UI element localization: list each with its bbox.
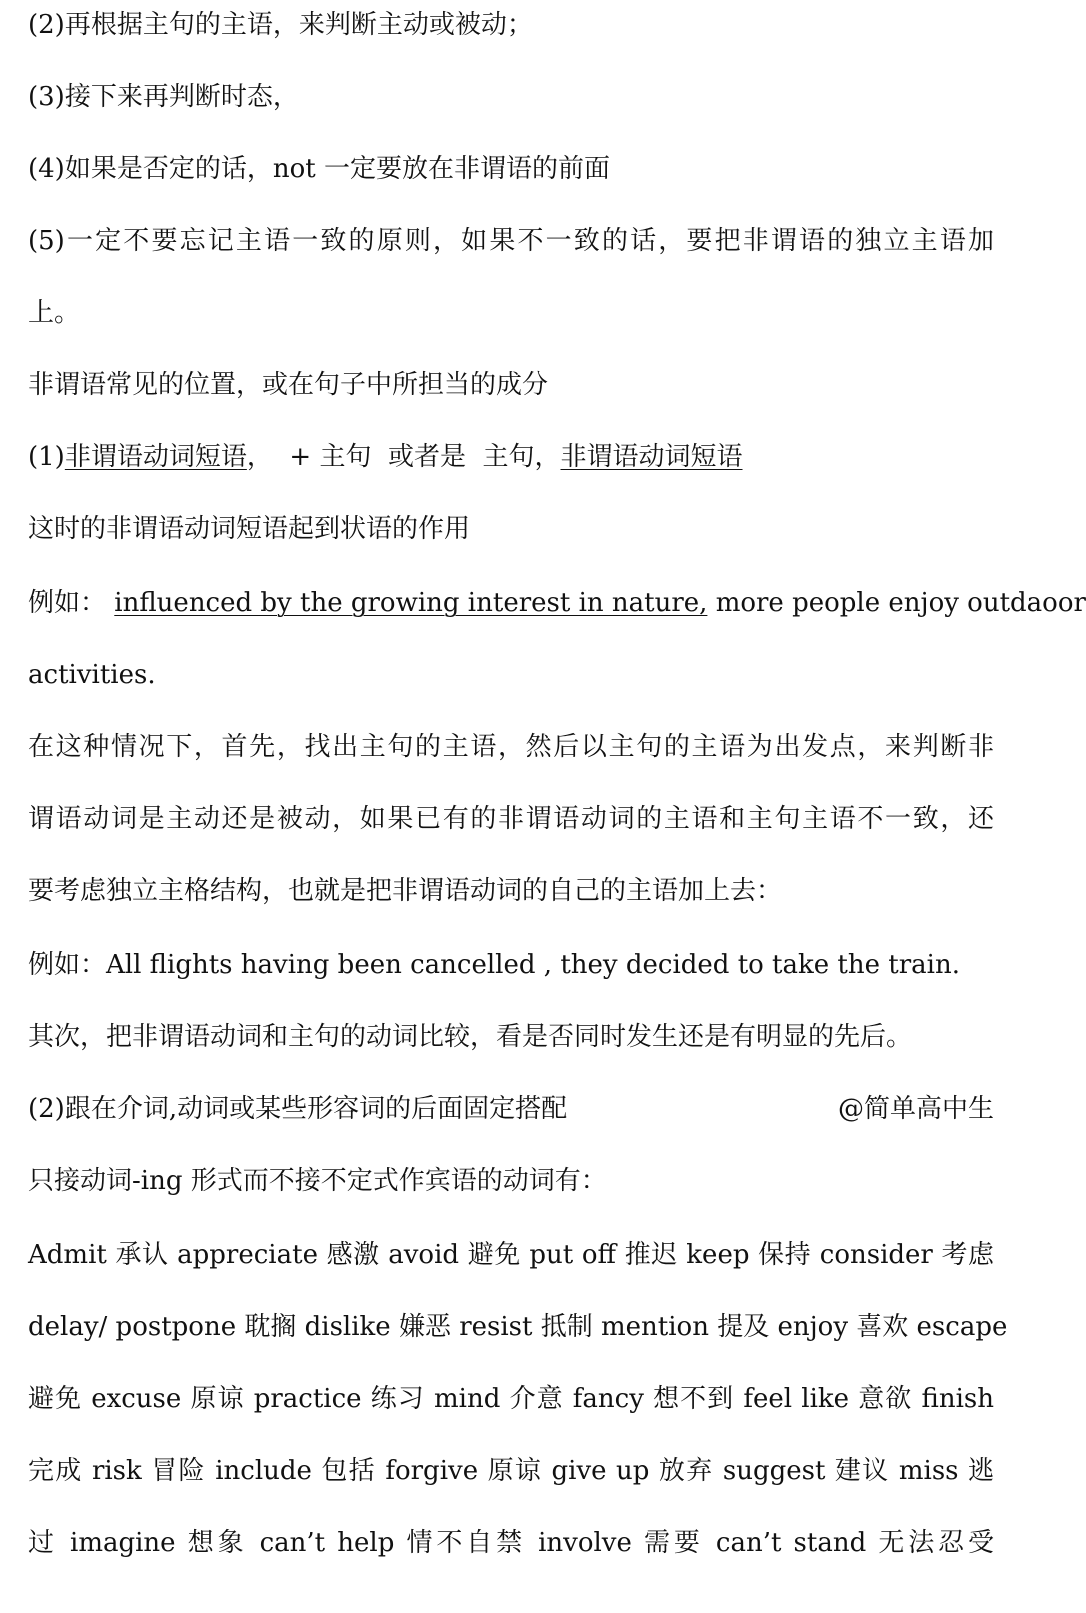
- section-heading-positions: 非谓语常见的位置，或在句子中所担当的成分: [28, 370, 549, 400]
- text-line-16: [28, 1092, 994, 1126]
- text-line-7: [28, 440, 994, 474]
- connector-text: ， + 主句 或者是 主句，: [246, 442, 561, 472]
- text-line-4: (5)一定不要忘记主语一致的原则，如果不一致的话，要把非谓语的独立主语加: [28, 226, 994, 256]
- text-line-15: 其次，把非谓语动词和主句的动词比较，看是否同时发生还是有明显的先后。: [28, 1022, 913, 1052]
- verb-list-line-5: 过 imagine 想象 can’t help 情不自禁 involve 需要 can’t stand 无法忍受: [28, 1528, 994, 1558]
- verb-list-line-3: 避免 excuse 原谅 practice 练习 mind 介意 fancy 想不到 feel like 意欲 finish: [28, 1384, 994, 1414]
- underlined-phrase-2: 非谓语动词短语: [560, 442, 743, 472]
- example-line-2: 例如：All flights having been cancelled , they decided to take the train.: [28, 950, 960, 980]
- verb-list-line-4: 完成 risk 冒险 include 包括 forgive 原谅 give up 放弃 suggest 建议 miss 逃: [28, 1456, 994, 1486]
- text-line-12: 谓语动词是主动还是被动，如果已有的非谓语动词的主语和主句主语不一致，还: [28, 804, 994, 834]
- text-line-2: (3)接下来再判断时态，: [28, 82, 299, 112]
- watermark-text: @简单高中生: [837, 1094, 994, 1124]
- example-line-1: [28, 586, 1086, 620]
- text-line-8: 这时的非谓语动词短语起到状语的作用: [28, 514, 471, 544]
- example-line-1-continued: activities.: [28, 660, 156, 690]
- underlined-phrase-1: 非谓语动词短语: [64, 442, 247, 472]
- text-line-17: 只接动词-ing 形式而不接不定式作宾语的动词有：: [28, 1166, 607, 1196]
- example-label: 例如：: [28, 588, 107, 618]
- text-line-5: 上。: [28, 298, 81, 328]
- verb-list-line-2: delay/ postpone 耽搁 dislike 嫌恶 resist 抵制 mention 提及 enjoy 喜欢 escape: [28, 1312, 1008, 1342]
- text-line-11: 在这种情况下，首先，找出主句的主语，然后以主句的主语为出发点，来判断非: [28, 732, 994, 762]
- text-line-3: (4)如果是否定的话，not 一定要放在非谓语的前面: [28, 154, 610, 184]
- section-heading-fixed-collocation: (2)跟在介词,动词或某些形容词的后面固定搭配: [28, 1094, 568, 1124]
- verb-list-line-1: Admit 承认 appreciate 感激 avoid 避免 put off 推迟 keep 保持 consider 考虑: [28, 1240, 994, 1270]
- example-underlined-phrase: influenced by the growing interest in nature,: [114, 588, 708, 618]
- item-number: (1): [28, 442, 65, 472]
- text-line-13: 要考虑独立主格结构，也就是把非谓语动词的自己的主语加上去：: [28, 876, 783, 906]
- example-rest: more people enjoy outdaoor: [715, 588, 1086, 618]
- text-line-1: (2)再根据主句的主语，来判断主动或被动；: [28, 10, 533, 40]
